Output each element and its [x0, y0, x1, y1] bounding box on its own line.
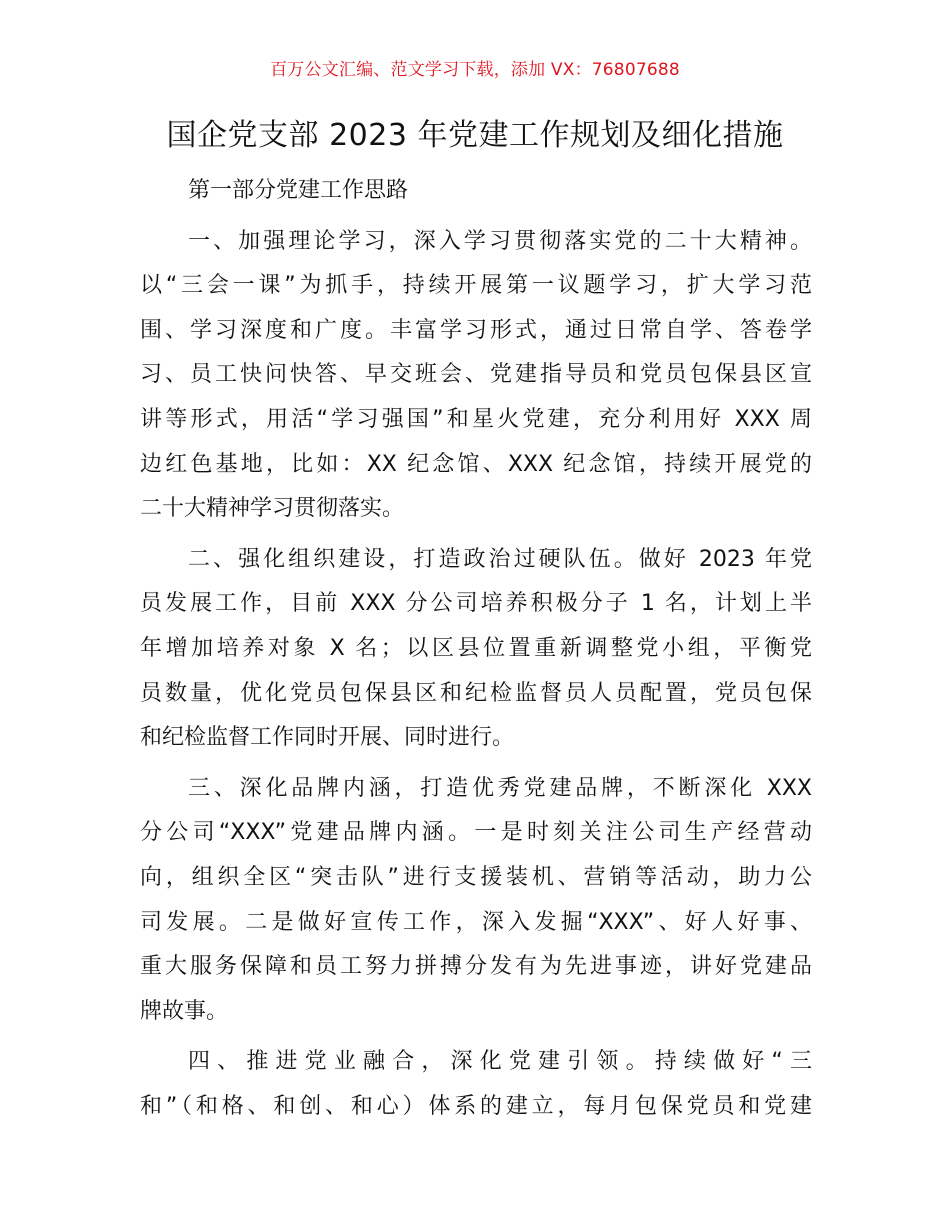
paragraph-line: 三、深化品牌内涵，打造优秀党建品牌，不断深化 XXX: [188, 775, 812, 801]
paragraph-4: [140, 1040, 812, 1129]
paragraph-line: 员数量，优化党员包保县区和纪检监督员人员配置，党员包保: [140, 680, 812, 706]
paragraph-2: [140, 538, 812, 761]
paragraph-line: 二、强化组织建设，打造政治过硬队伍。做好 2023 年党: [188, 546, 812, 572]
document-body: [140, 169, 812, 1129]
paragraph-line: 边红色基地，比如：XX 纪念馆、XXX 纪念馆，持续开展党的: [140, 451, 812, 477]
paragraph-line: 习、员工快问快答、早交班会、党建指导员和党员包保县区宣: [140, 362, 812, 388]
paragraph-line: 四、推进党业融合，深化党建引领。持续做好“三: [188, 1049, 812, 1075]
paragraph-line: 员发展工作，目前 XXX 分公司培养积极分子 1 名，计划上半: [140, 591, 812, 617]
paragraph-line: 一、加强理论学习，深入学习贯彻落实党的二十大精神。: [188, 228, 812, 254]
paragraph-3: [140, 767, 812, 1035]
paragraph-1: [140, 220, 812, 532]
paragraph-line: 和纪检监督工作同时开展、同时进行。: [140, 725, 515, 751]
paragraph-line: 分公司“XXX”党建品牌内涵。一是时刻关注公司生产经营动: [140, 820, 812, 846]
paragraph-line: 二十大精神学习贯彻落实。: [140, 496, 405, 522]
paragraph-line: 围、学习深度和广度。丰富学习形式，通过日常自学、答卷学: [140, 317, 812, 343]
paragraph-line: 和”（和格、和创、和心）体系的建立，每月包保党员和党建: [140, 1093, 812, 1119]
paragraph-line: 以“三会一课”为抓手，持续开展第一议题学习，扩大学习范: [140, 273, 812, 299]
paragraph-line: 向，组织全区“突击队”进行支援装机、营销等活动，助力公: [140, 864, 812, 890]
paragraph-line: 讲等形式，用活“学习强国”和星火党建，充分利用好 XXX 周: [140, 406, 812, 432]
document-title: 国企党支部 2023 年党建工作规划及细化措施: [166, 118, 784, 153]
paragraph-line: 重大服务保障和员工努力拼搏分发有为先进事迹，讲好党建品: [140, 954, 812, 980]
paragraph-line: 牌故事。: [140, 998, 229, 1024]
watermark-header: 百万公文汇编、范文学习下载，添加 VX：76807688: [270, 60, 680, 80]
paragraph-line: 年增加培养对象 X 名；以区县位置重新调整党小组，平衡党: [140, 635, 812, 661]
section-heading: 第一部分党建工作思路: [188, 178, 409, 203]
paragraph-line: 司发展。二是做好宣传工作，深入发掘“XXX”、好人好事、: [140, 909, 812, 935]
